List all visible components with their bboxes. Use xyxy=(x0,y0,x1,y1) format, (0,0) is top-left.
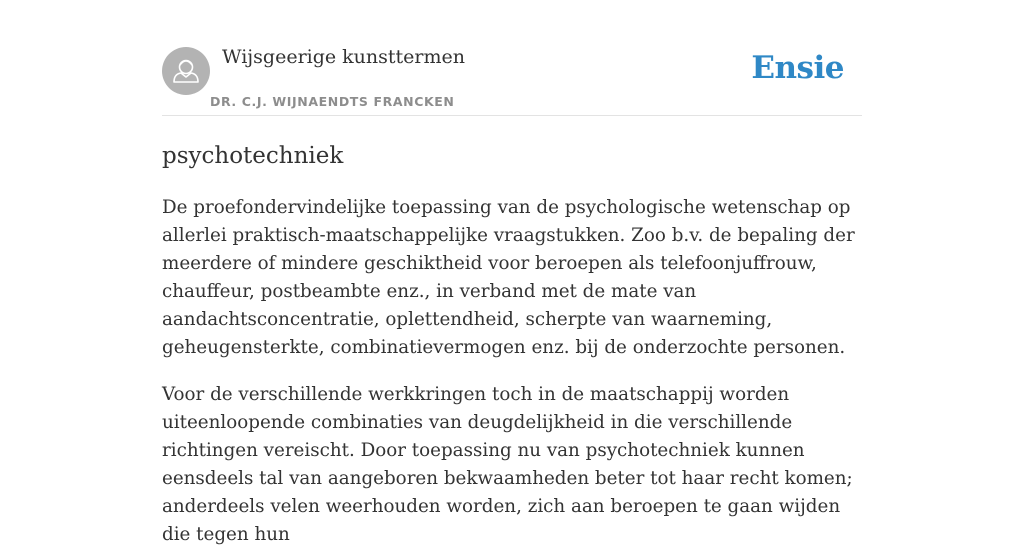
entry-paragraph-2: Voor de verschillende werkkringen toch in de maatschappij worden uiteenloopende combinaties van deugdelijkheid in die verschillende richtingen vereischt. Door toepassing nu van psychotechniek kunnen eensdeels tal van aangeboren bekwaamheden beter tot haar recht komen; anderdeels velen weerhouden worden, zich aan beroepen te gaan wijden die tegen hun xyxy=(162,384,853,545)
content-container xyxy=(162,0,862,549)
brand-logo[interactable]: Ensie xyxy=(751,50,844,86)
entry-title: psychotechniek xyxy=(162,143,344,169)
header xyxy=(162,0,862,116)
author-name[interactable]: DR. C.J. WIJNAENDTS FRANCKEN xyxy=(210,94,455,109)
entry-paragraph-1: De proefondervindelijke toepassing van de psychologische wetenschap op allerlei praktisch-maatschappelijke vraagstukken. Zoo b.v. de bepaling der meerdere of mindere geschiktheid voor beroepen als telefoonjuffrouw, chauffeur, postbeambte enz., in verband met de mate van aandachtsconcentratie, oplettendheid, scherpte van waarneming, geheugensterkte, combinatievermogen enz. bij de onderzochte personen. xyxy=(162,197,855,358)
user-avatar-icon[interactable] xyxy=(162,47,210,95)
book-title[interactable]: Wijsgeerige kunsttermen xyxy=(222,46,466,68)
